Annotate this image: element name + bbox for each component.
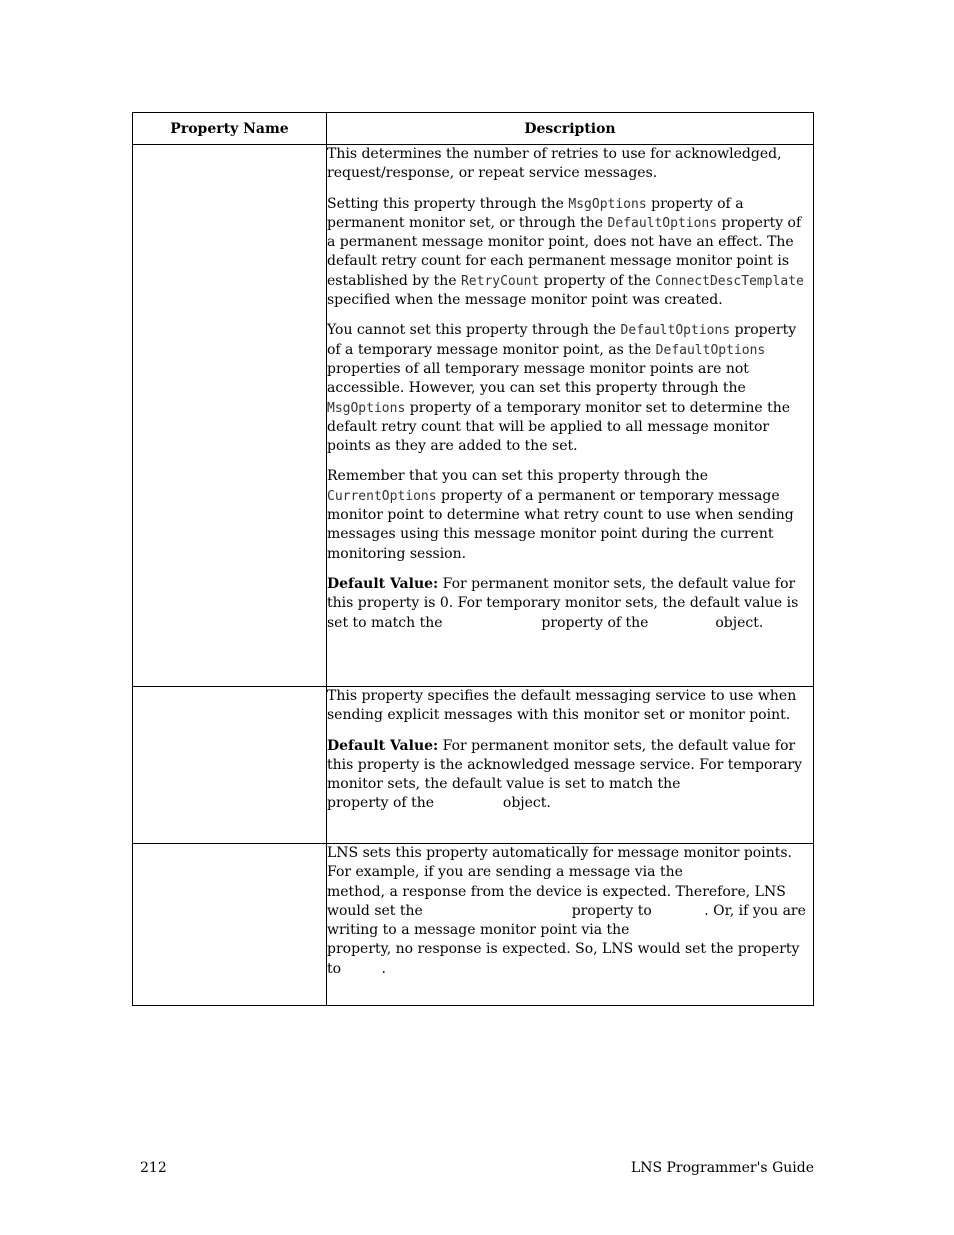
text-run: property of the <box>327 795 439 812</box>
code-term: DefaultOptions <box>620 323 731 339</box>
text-run: property of a permanent or temporary message monitor point to determine what retry count to use when sending messages using this message monitor point during the current monitoring session. <box>327 487 794 562</box>
text-run: property, no response is expected. So, LNS would set the property to <box>327 941 800 977</box>
text-run: property to <box>567 902 657 919</box>
text-run: object. <box>498 795 551 812</box>
text-run: property of a temporary monitor set to determine the default retry count that will be applied to all message monitor points as they are added to the set. <box>327 399 790 455</box>
text-run: property of a temporary message monitor point, as the <box>327 322 797 358</box>
code-term: MsgOptions <box>568 196 647 212</box>
property-table <box>132 112 814 1006</box>
text-run: specified when the message monitor point was created. <box>327 292 723 309</box>
text-run: This property specifies the default messaging service to use when sending explicit messages with this monitor set or monitor point. <box>327 688 797 724</box>
code-term: DefaultOptions <box>607 215 718 231</box>
code-term: MsgOptions <box>327 400 406 416</box>
code-term: DefaultOptions <box>655 342 766 358</box>
description-paragraph <box>327 145 813 184</box>
table-row <box>133 145 814 687</box>
column-header-description: Description <box>327 113 814 145</box>
description-cell <box>327 145 814 687</box>
text-run: property of the <box>539 272 656 289</box>
code-term: CurrentOptions <box>327 488 437 504</box>
book-title: LNS Programmer's Guide <box>630 1160 814 1176</box>
text-run: For permanent monitor sets, the default value for this property is the acknowledged message service. For temporary monitor sets, the default value is set to match the <box>327 737 803 793</box>
text-run: Setting this property through the <box>327 195 569 212</box>
text-run: This determines the number of retries to use for acknowledged, request/response, or repeat service messages. <box>327 146 782 182</box>
text-run: object. <box>710 614 764 631</box>
text-run: Remember that you can set this property through the <box>327 468 709 485</box>
table-header-row <box>133 113 814 145</box>
property-name-cell <box>133 687 327 844</box>
text-run: method, a response from the device is expected. Therefore, LNS would set the <box>327 883 786 919</box>
text-run: LNS sets this property automatically for message monitor points. For example, if you are sending a message via the <box>327 845 792 881</box>
text-run: property of a permanent monitor set, or through the <box>327 195 744 231</box>
default-value-label: Default Value: <box>327 737 439 754</box>
code-term: ConnectDescTemplate <box>655 273 804 289</box>
description-paragraph <box>327 467 813 563</box>
table-row <box>133 844 814 1006</box>
code-term: RetryCount <box>460 273 540 289</box>
description-paragraph <box>327 844 813 979</box>
column-header-property-name: Property Name <box>133 113 327 145</box>
page-number: 212 <box>140 1160 167 1176</box>
text-run: property of a permanent message monitor point, does not have an effect. The default retry count for each permanent message monitor point is established by the <box>327 214 802 289</box>
text-run: property of the <box>536 614 653 631</box>
default-value-paragraph <box>327 575 813 633</box>
description-cell <box>327 844 814 1006</box>
text-run: . <box>381 960 386 977</box>
description-paragraph <box>327 321 813 456</box>
table-row <box>133 687 814 844</box>
default-value-label: Default Value: <box>327 575 439 592</box>
text-run: You cannot set this property through the <box>327 322 621 339</box>
default-value-paragraph <box>327 737 813 814</box>
property-name-cell <box>133 145 327 687</box>
description-paragraph <box>327 195 813 311</box>
description-cell <box>327 687 814 844</box>
text-run: . Or, if you are writing to a message monitor point via the <box>327 902 806 939</box>
text-run: properties of all temporary message monitor points are not accessible. However, you can set this property through the <box>327 360 749 397</box>
property-name-cell <box>133 844 327 1006</box>
text-run: For permanent monitor sets, the default value for this property is 0. For temporary monitor sets, the default value is set to match the <box>327 575 799 631</box>
description-paragraph <box>327 687 813 726</box>
